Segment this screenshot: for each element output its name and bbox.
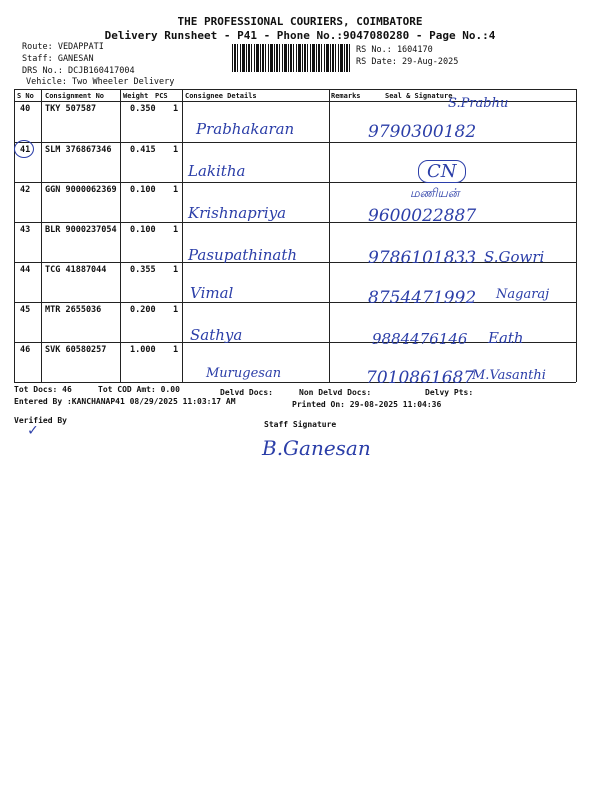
barcode-image: [232, 44, 350, 72]
col-divider: [14, 89, 15, 382]
handwritten-signature: S.Prabhu: [448, 96, 509, 111]
row-weight: 0.355: [130, 265, 156, 275]
row-separator: [14, 302, 576, 303]
col-header-weight: Weight: [123, 92, 149, 100]
row-separator: [14, 142, 576, 143]
row-consignment: GGN 9000062369: [45, 185, 117, 195]
handwritten-consignee-name: Pasupathinath: [188, 246, 298, 264]
row-consignment: SLM 376867346: [45, 145, 112, 155]
handwritten-phone: 9786101833: [368, 248, 477, 268]
handwritten-consignee-name: Vimal: [190, 284, 234, 302]
col-divider: [182, 89, 183, 382]
rs-number: RS No.: 1604170: [356, 45, 433, 55]
row-pcs: 1: [173, 145, 179, 155]
row-sno: 43: [20, 225, 31, 235]
delivered-docs: Delvd Docs:: [220, 388, 273, 397]
col-divider: [329, 89, 330, 382]
col-header-sno: S No: [17, 92, 34, 100]
total-cod-amount: Tot COD Amt: 0.00: [98, 385, 180, 394]
row-pcs: 1: [173, 225, 179, 235]
handwritten-phone: 9884476146: [372, 330, 468, 348]
handwritten-signature: Nagaraj: [496, 287, 550, 302]
runsheet-subtitle: Delivery Runsheet - P41 - Phone No.:9047080280 - Page No.:4: [104, 29, 496, 42]
row-separator: [14, 182, 576, 183]
handwritten-signature: CN: [418, 160, 466, 183]
handwritten-consignee-name: Krishnapriya: [188, 204, 287, 222]
row-weight: 0.100: [130, 185, 156, 195]
staff-handwritten-signature: B.Ganesan: [262, 436, 371, 460]
company-title: THE PROFESSIONAL COURIERS, COIMBATORE: [177, 15, 423, 28]
row-pcs: 1: [173, 185, 179, 195]
entered-by: Entered By :KANCHANAP41 08/29/2025 11:03:17 AM: [14, 397, 236, 406]
delivery-points: Delvy Pts:: [425, 388, 474, 397]
col-header-pcs: PCS: [155, 92, 168, 100]
non-delivered-docs: Non Delvd Docs:: [299, 388, 372, 397]
row-consignment: SVK 60580257: [45, 345, 107, 355]
row-sno: 40: [20, 104, 31, 114]
row-pcs: 1: [173, 265, 179, 275]
total-docs: Tot Docs: 46: [14, 385, 72, 394]
table-top-border: [14, 89, 576, 90]
route: Route: VEDAPPATI: [22, 42, 104, 52]
row-weight: 0.350: [130, 104, 156, 114]
handwritten-consignee-name: Prabhakaran: [196, 120, 295, 138]
vehicle: Vehicle: Two Wheeler Delivery: [26, 77, 175, 87]
handwritten-consignee-name: Sathya: [190, 326, 243, 344]
row-pcs: 1: [173, 104, 179, 114]
row-weight: 0.415: [130, 145, 156, 155]
row-weight: 0.200: [130, 305, 156, 315]
col-header-remarks: Remarks: [331, 92, 361, 100]
handwritten-phone: 8754471992: [368, 288, 477, 308]
drs-number: DRS No.: DCJB160417004: [22, 66, 135, 76]
row-consignment: TCG 41887044: [45, 265, 107, 275]
handwritten-phone: 9600022887: [368, 206, 477, 226]
handwritten-phone: 7010861687: [366, 368, 475, 388]
handwritten-signature: Eath: [488, 329, 524, 347]
handwritten-signature: S.Gowri: [484, 248, 545, 266]
row-pcs: 1: [173, 345, 179, 355]
staff-signature-label: Staff Signature: [264, 420, 337, 429]
col-header-consignment: Consignment No: [45, 92, 105, 100]
row-weight: 1.000: [130, 345, 156, 355]
row-sno: 44: [20, 265, 31, 275]
col-header-consignee: Consignee Details: [185, 92, 257, 100]
handwritten-signature: M.Vasanthi: [472, 368, 546, 383]
verified-by-label: Verified By: [14, 416, 67, 425]
col-divider: [120, 89, 121, 382]
staff: Staff: GANESAN: [22, 54, 94, 64]
row-pcs: 1: [173, 305, 179, 315]
row-consignment: TKY 507587: [45, 104, 97, 114]
row-consignment: MTR 2655036: [45, 305, 102, 315]
row-sno: 45: [20, 305, 31, 315]
col-divider: [41, 89, 42, 382]
row-sno: 41: [20, 145, 31, 155]
row-sno: 42: [20, 185, 31, 195]
handwritten-consignee-name: Lakitha: [188, 162, 246, 180]
handwritten-consignee-name: Murugesan: [206, 366, 282, 381]
row-sno: 46: [20, 345, 31, 355]
row-weight: 0.100: [130, 225, 156, 235]
row-separator: [14, 222, 576, 223]
printed-on: Printed On: 29-08-2025 11:04:36: [292, 400, 442, 409]
col-divider: [576, 89, 577, 382]
handwritten-phone: 9790300182: [368, 122, 477, 142]
verification-mark-icon: ✓: [28, 420, 38, 439]
row-consignment: BLR 9000237054: [45, 225, 117, 235]
handwritten-signature: மணியன்: [410, 186, 460, 200]
col-header-seal: Seal & Signature: [385, 92, 453, 100]
rs-date: RS Date: 29-Aug-2025: [356, 57, 459, 67]
